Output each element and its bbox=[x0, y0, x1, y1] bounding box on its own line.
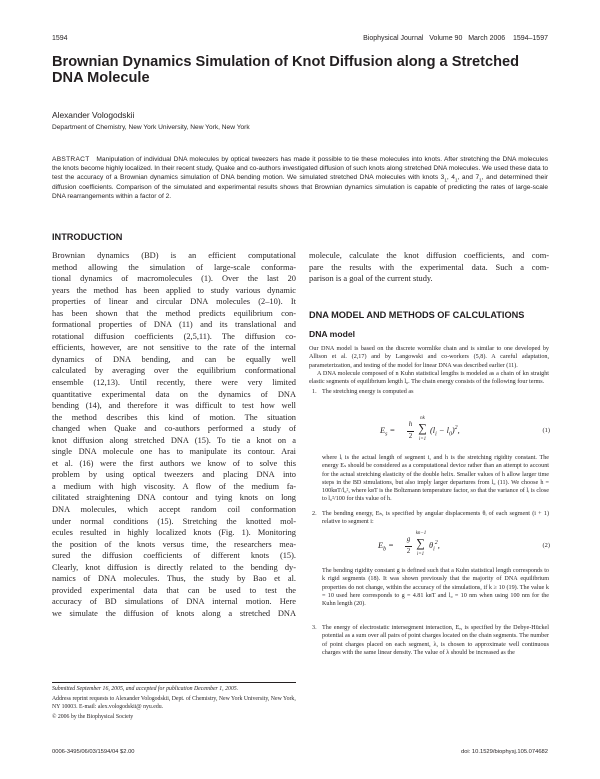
author-name: Alexander Vologodskii bbox=[52, 110, 135, 120]
list-item-2 bbox=[309, 510, 549, 527]
doi: doi: 10.1529/biophysj.105.074682 bbox=[460, 749, 548, 755]
eq2-square: 2 bbox=[434, 540, 438, 547]
eq2-tail: , bbox=[437, 541, 440, 550]
methods-paragraph-1: Our DNA model is based on the discrete wormlike chain and is similar to one developed by Allison et al. (2,17) and by Langowski and co-workers (5,8). A careful adaptation, parameterization, and testing of the model for linear DNA was described earlier (11). bbox=[309, 346, 549, 369]
eq1-lhs: E bbox=[380, 426, 386, 435]
eq1-square: 2 bbox=[454, 425, 458, 432]
footnote-rule bbox=[52, 682, 296, 683]
eq1-frac-den: 2 bbox=[408, 432, 413, 440]
eq2-sum-top: kn−1 bbox=[415, 531, 427, 536]
reprint-address bbox=[52, 696, 296, 712]
text-line: et al. (16) were the first authors we know of to solve this bbox=[52, 458, 296, 468]
eq2-frac-den: 2 bbox=[406, 547, 411, 555]
eq2-body: θ bbox=[429, 541, 434, 550]
volume-info: Volume 90 bbox=[429, 35, 463, 42]
text-line: calculated by averaging over the equilibrium conformational bbox=[52, 366, 296, 376]
equation-2-number: (2) bbox=[542, 542, 550, 549]
reprint-address-end: nyu.edu. bbox=[143, 703, 164, 710]
sum-icon: ∑ bbox=[416, 536, 425, 550]
text-line: namics of DNA molecules. Thus, the study by Bao et al. bbox=[52, 574, 296, 584]
item-1-explanation: where lᵢ is the actual length of segment i, and h is the stretching rigidity constant. The energy Eₛ should be considered as a computational device rather than an attempt to account for the actual stretching elasticity of the double helix. Smaller values of h allow larger time steps in the BD simulations, but also imply larger departures from l₀ (11). We choose h = 100kʙT/l₀², where kʙT is the Boltzmann temperature factor, so that the variance of lᵢ is close to l₀²/100 for this value of h. bbox=[322, 455, 549, 503]
intro-lines bbox=[52, 250, 296, 620]
text-line: bending (14), and therefore it was difficult to test how well bbox=[52, 401, 296, 411]
text-line: sured the diffusion coefficients of different knots (15). bbox=[52, 551, 296, 561]
running-header bbox=[363, 35, 548, 42]
eq1-body-sub: i bbox=[435, 431, 437, 438]
eq1-tail: , bbox=[457, 426, 460, 435]
author-affiliation: Department of Chemistry, New York University, New York, New York bbox=[52, 124, 250, 131]
eq2-frac-num: g bbox=[406, 535, 411, 543]
text-line: Brownian dynamics (BD) is an efficient computational bbox=[52, 251, 296, 260]
text-line: method allowing the simulation of large-scale conforma- bbox=[52, 262, 296, 272]
methods-heading: DNA MODEL AND METHODS OF CALCULATIONS bbox=[309, 310, 525, 320]
list-item-3 bbox=[309, 624, 549, 657]
intro-body bbox=[52, 250, 296, 620]
submission-note: Submitted September 16, 2005, and accepted for publication December 1, 2005. bbox=[52, 686, 239, 692]
abstract-text-1: Manipulation of individual DNA molecules by optical tweezers has made it possible to tie these molecules into knots. After stretching the DNA molecules the knots become highly localized. In their recent study, Quake and co-authors investigated diffusion of such knots along stretched DNA molecules. We used these data to test the accuracy of a Brownian dynamics simulation of DNA bending motion. We simulated stretched DNA molecules with knots 3 bbox=[52, 156, 548, 182]
text-line: tional dynamics of macromolecules (1). Over the last 20 bbox=[52, 274, 296, 284]
list-item-3-block bbox=[309, 624, 549, 657]
text-line: ensemble (12,13). Until recently, there were very limited bbox=[52, 378, 296, 388]
text-line: knot diffusion along stretched DNA (15). To tie a knot on a bbox=[52, 435, 296, 445]
text-line: ecules resulted in highly localized knots (Fig. 1). Monitoring bbox=[52, 528, 296, 538]
eq1-sum-bot: i=1 bbox=[418, 437, 427, 442]
list-item-1 bbox=[309, 388, 549, 396]
text-line: dynamics of DNA bending, and can be equally well bbox=[52, 354, 296, 364]
article-title: Brownian Dynamics Simulation of Knot Diffusion along a Stretched DNA Molecule bbox=[52, 54, 520, 86]
text-line: single DNA molecule one has to manipulate its contour. Arai bbox=[52, 447, 296, 457]
list-item-2-block bbox=[309, 510, 549, 527]
eq2-lhs: E bbox=[378, 541, 384, 550]
text-line: quantitative experimental data on the dynamics of DNA bbox=[52, 389, 296, 399]
text-line: cilitated straightening DNA contour and tying knots on long bbox=[52, 493, 296, 503]
text-line: under normal conditions (15). Stretching the knotted mol- bbox=[52, 516, 296, 526]
text-line: problem by using optical tweezers and placing DNA into bbox=[52, 470, 296, 480]
issue-date: March 2006 bbox=[468, 35, 506, 42]
text-line: parison is a goal of the current study. bbox=[309, 274, 433, 284]
item-2-explanation: The bending rigidity constant g is defined such that a Kuhn statistical length corresponds to k rigid segments (18). It was shown previously that the majority of DNA equilibrium properties do not change, within the accuracy of the simulations, if k ≥ 10 (19). The value k = 10 used here corresponds to g = 4.81 kʙT and l₀ = 10 nm when using 100 nm for the Kuhn length (20). bbox=[322, 568, 549, 608]
text-line: years the method has been applied to study various dynamic bbox=[52, 285, 296, 295]
list-item-1-text: The stretching energy is computed as bbox=[322, 389, 414, 396]
equation-2: $E_b$ = g 2 kn−1 ∑ i=1 $\theta_i^2$, (2) bbox=[378, 531, 550, 557]
eq1-body-3: ) bbox=[451, 426, 455, 435]
list-item-3-text: The energy of electrostatic intersegment interaction, Eₑ, is specified by the Debye-Hückel potential as a sum over all pairs of point charges located on the chain segments. The number of point charges placed on each segment, λ, is chosen to approximate well continuous charges with the same linear density. The value of λ should be increased as the bbox=[322, 625, 549, 656]
intro-cont-lines bbox=[309, 250, 549, 285]
abstract bbox=[52, 155, 548, 201]
journal-name: Biophysical Journal bbox=[363, 35, 424, 42]
knot-index-2: 1 bbox=[454, 177, 458, 183]
text-line: we simulate the diffusion of knots along a stretched DNA bbox=[52, 608, 296, 618]
eq1-body-sub2: 0 bbox=[448, 431, 452, 438]
issn-price: 0006-3495/06/03/1594/04 $2.00 bbox=[52, 749, 135, 755]
text-line: rotational diffusion coefficients (2,5,11). The diffusion co- bbox=[52, 331, 296, 341]
text-line: pare the results with the experimental data. Such a com- bbox=[309, 262, 549, 272]
eq1-body: (l bbox=[430, 426, 436, 435]
list-number-1: 1. bbox=[312, 389, 317, 396]
abstract-label: ABSTRACT bbox=[52, 156, 90, 163]
page-number: 1594 bbox=[52, 35, 68, 42]
intro-heading: INTRODUCTION bbox=[52, 232, 123, 242]
methods-paragraph-2: A DNA molecule composed of n Kuhn statistical lengths is modeled as a chain of kn straight elastic segments of equilibrium length l₀. The chain energy consists of the following four terms. bbox=[309, 370, 549, 386]
text-line: the position of the knots versus time, the researchers mea- bbox=[52, 539, 296, 549]
text-line: formational properties of DNA (11) and its translational and bbox=[52, 320, 296, 330]
text-line: Clearly, knot diffusion is directly related to the bending dy- bbox=[52, 562, 296, 572]
text-line: DNA molecules, which accept random coil conformation bbox=[52, 505, 296, 515]
eq1-lhs-sub: s bbox=[385, 431, 388, 438]
intro-continuation bbox=[309, 250, 549, 285]
list-item-2-text: The bending energy, Eₕ, is specified by angular displacements θᵢ of each segment (i + 1) relative to segment i: bbox=[322, 511, 549, 526]
eq1-body-2: − l bbox=[436, 426, 449, 435]
abstract-comma-1: , 4 bbox=[446, 174, 455, 182]
page-range: 1594–1597 bbox=[512, 35, 548, 42]
equation-1-number: (1) bbox=[542, 427, 550, 434]
text-line: a medium with high viscosity. A flow of the medium fa- bbox=[52, 481, 296, 491]
eq1-sum-top: nk bbox=[420, 416, 425, 421]
text-line: accuracy of BD simulations of DNA internal motion. Here bbox=[52, 597, 296, 607]
reprint-address-line: Address reprint requests to Alexander Vologodskii, Dept. of Chemistry, New York University, New York, NY 10003. E-mail: alex.vologodskii@ bbox=[52, 695, 296, 710]
text-line: molecule, calculate the knot diffusion coefficients, and com- bbox=[309, 251, 549, 260]
methods-body bbox=[309, 345, 549, 397]
eq1-frac-num: h bbox=[408, 420, 413, 428]
footnotes bbox=[52, 686, 296, 722]
knot-index-1: 1 bbox=[444, 177, 447, 183]
list-number-2: 2. bbox=[312, 511, 317, 517]
eq2-sum-bot: i=1 bbox=[416, 552, 425, 557]
equation-1: $E_s$ = h 2 nk ∑ i=1 $(l_i - l_0)^2$, (1) bbox=[380, 416, 550, 442]
abstract-text-2: , and determined their diffusion coefficients. Comparison of the simulated and experimental results shows that Brownian dynamics simulation is capable of predicting the rates of large-scale DNA rearrangements within a factor of 2. bbox=[52, 174, 548, 200]
dna-model-subheading: DNA model bbox=[309, 329, 355, 339]
text-line: provided experimental data that can be used to test the bbox=[52, 585, 296, 595]
text-line: the method describes this kind of motion. The situation bbox=[52, 412, 296, 422]
copyright: © 2006 by the Biophysical Society bbox=[52, 714, 134, 721]
list-number-3: 3. bbox=[312, 625, 317, 631]
text-line: properties of linear and circular DNA molecules (2–10). It bbox=[52, 297, 296, 307]
eq2-body-sub: i bbox=[433, 546, 435, 553]
text-line: changed when Quake and co-authors performed a study of bbox=[52, 424, 296, 434]
knot-index-3: 1 bbox=[479, 177, 482, 183]
text-line: has been shown that the method predicts equilibrium con- bbox=[52, 308, 296, 318]
sum-icon: ∑ bbox=[418, 421, 427, 435]
eq2-lhs-sub: b bbox=[383, 546, 387, 553]
text-line: efficients, however, are not sensitive to the rate of the internal bbox=[52, 343, 296, 353]
abstract-comma-2: , and 7 bbox=[457, 174, 480, 182]
